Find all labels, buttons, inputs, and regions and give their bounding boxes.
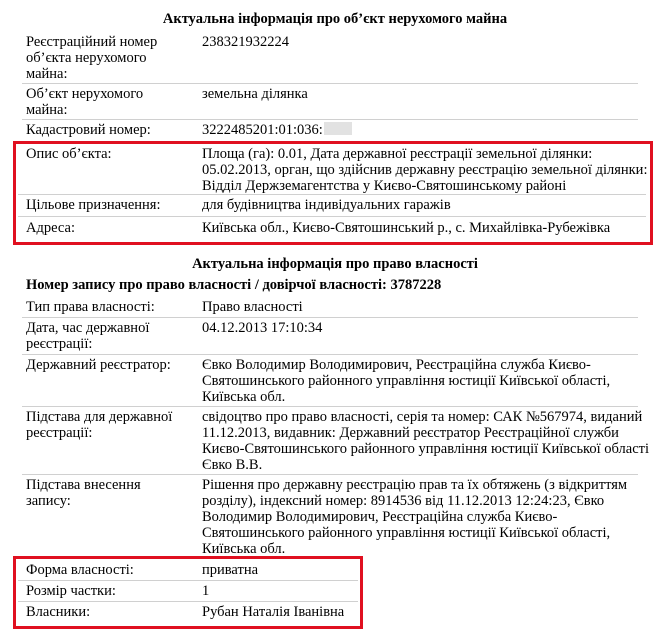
reg-number-row	[26, 34, 656, 82]
registrar-label: Державний реєстратор:	[26, 357, 171, 373]
cadastral-value: 3222485201:01:036:	[202, 122, 323, 138]
address-row	[26, 220, 656, 236]
share-size-label: Розмір частки:	[26, 583, 116, 599]
divider	[18, 580, 358, 581]
divider	[22, 119, 638, 120]
divider	[22, 83, 638, 84]
registrar-value: Євко Володимир Володимирович, Реєстраційна служба Києво-Святошинського районного управління юстиції Київської області, Київська обл.	[202, 357, 611, 405]
owners-label: Власники:	[26, 604, 91, 620]
description-value: Площа (га): 0.01, Дата державної реєстрації земельної ділянки: 05.02.2013, орган, що здійснив державну реєстрацію земельної ділянки: Відділ Держземагентства у Києво-Святошинському районі	[202, 146, 648, 194]
record-title: Номер запису про право власності / довірчої власності: 3787228	[26, 277, 442, 293]
description-label: Опис об’єкта:	[26, 146, 112, 162]
reg-basis-value: свідоцтво про право власності, серія та номер: САК №567974, виданий 11.12.2013, видавник: Державний реєстратор Реєстраційної служби Києво-Святошинського районного управління юстиції Київської області Євко В.В.	[202, 409, 650, 473]
object-type-row	[26, 86, 656, 118]
owners-value: Рубан Наталія Іванівна	[202, 604, 345, 620]
description-row	[26, 146, 656, 194]
cadastral-row	[26, 122, 656, 138]
right-type-row	[26, 299, 656, 315]
divider	[18, 194, 646, 195]
reg-basis-row	[26, 409, 656, 473]
reg-number-label: Реєстраційний номер об’єкта нерухомого майна:	[26, 34, 158, 82]
redacted-block	[324, 122, 352, 135]
ownership-form-row	[26, 562, 656, 578]
purpose-label: Цільове призначення:	[26, 197, 161, 213]
reg-basis-label: Підстава для державної реєстрації:	[26, 409, 173, 441]
purpose-row	[26, 197, 656, 213]
purpose-value: для будівництва індивідуальних гаражів	[202, 197, 451, 213]
ownership-form-label: Форма власності:	[26, 562, 134, 578]
divider	[22, 354, 638, 355]
share-size-row	[26, 583, 656, 599]
address-label: Адреса:	[26, 220, 75, 236]
registrar-row	[26, 357, 656, 405]
entry-basis-value: Рішення про державну реєстрацію прав та їх обтяжень (з відкриттям розділу), індексний номер: 8914536 від 11.12.2013 12:24:23, Євко Володимир Володимирович, Реєстраційна служба Києво-Святошинського районного управління юстиції Київської області, Київська обл.	[202, 477, 628, 557]
divider	[22, 474, 638, 475]
divider	[18, 601, 358, 602]
divider	[22, 406, 638, 407]
reg-date-label: Дата, час державної реєстрації:	[26, 320, 150, 352]
entry-basis-label: Підстава внесення запису:	[26, 477, 141, 509]
object-type-value: земельна ділянка	[202, 86, 308, 102]
divider	[22, 317, 638, 318]
ownership-form-value: приватна	[202, 562, 259, 578]
right-type-label: Тип права власності:	[26, 299, 155, 315]
reg-date-value: 04.12.2013 17:10:34	[202, 320, 323, 336]
cadastral-label: Кадастровий номер:	[26, 122, 151, 138]
cadastral-value-wrap	[202, 122, 652, 138]
object-section-heading: Актуальна інформація про об’єкт нерухомого майна	[162, 11, 508, 27]
reg-number-value: 238321932224	[202, 34, 289, 50]
ownership-section-heading: Актуальна інформація про право власності	[192, 256, 478, 272]
address-value: Київська обл., Києво-Святошинський р., с. Михайлівка-Рубежівка	[202, 220, 611, 236]
reg-date-row	[26, 320, 656, 352]
right-type-value: Право власності	[202, 299, 303, 315]
divider	[18, 216, 646, 217]
owners-row	[26, 604, 656, 620]
object-type-label: Об’єкт нерухомого майна:	[26, 86, 144, 118]
share-size-value: 1	[202, 583, 210, 599]
entry-basis-row	[26, 477, 656, 557]
